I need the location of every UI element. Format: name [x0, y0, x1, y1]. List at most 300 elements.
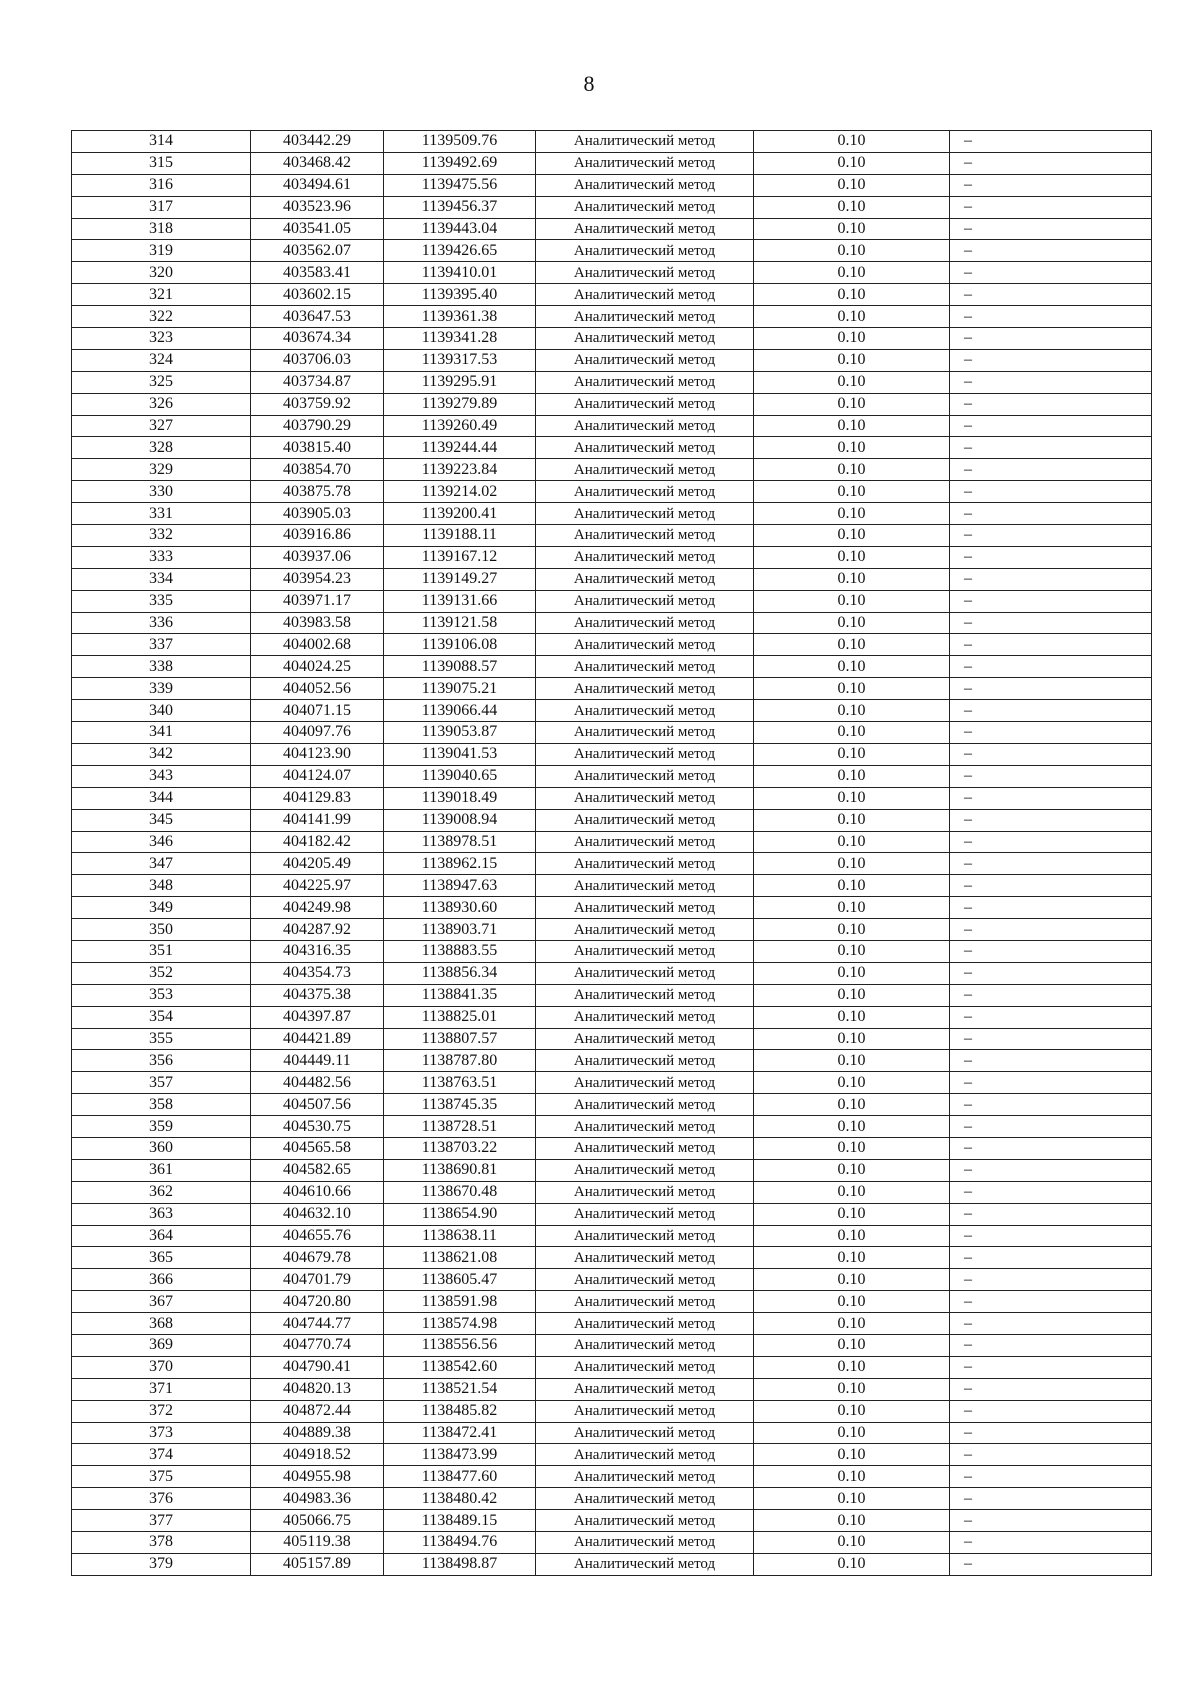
x-coordinate-cell: 404790.41 — [251, 1356, 384, 1378]
y-coordinate-cell: 1139341.28 — [384, 328, 536, 350]
y-coordinate-cell: 1138763.51 — [384, 1072, 536, 1094]
precision-cell: 0.10 — [754, 1225, 950, 1247]
y-coordinate-cell: 1138807.57 — [384, 1028, 536, 1050]
y-coordinate-cell: 1138621.08 — [384, 1247, 536, 1269]
table-row — [72, 940, 1152, 962]
y-coordinate-cell: 1139279.89 — [384, 393, 536, 415]
y-coordinate-cell: 1139443.04 — [384, 218, 536, 240]
point-number-cell: 371 — [72, 1378, 251, 1400]
note-cell: – — [950, 525, 1152, 547]
x-coordinate-cell: 404507.56 — [251, 1094, 384, 1116]
point-number-cell: 331 — [72, 503, 251, 525]
table-row — [72, 853, 1152, 875]
x-coordinate-cell: 404354.73 — [251, 962, 384, 984]
precision-cell: 0.10 — [754, 131, 950, 153]
point-number-cell: 340 — [72, 700, 251, 722]
x-coordinate-cell: 403759.92 — [251, 393, 384, 415]
method-cell: Аналитический метод — [536, 1269, 754, 1291]
method-cell: Аналитический метод — [536, 656, 754, 678]
method-cell: Аналитический метод — [536, 984, 754, 1006]
point-number-cell: 322 — [72, 306, 251, 328]
point-number-cell: 343 — [72, 765, 251, 787]
precision-cell: 0.10 — [754, 459, 950, 481]
precision-cell: 0.10 — [754, 853, 950, 875]
method-cell: Аналитический метод — [536, 459, 754, 481]
method-cell: Аналитический метод — [536, 1466, 754, 1488]
y-coordinate-cell: 1138472.41 — [384, 1422, 536, 1444]
precision-cell: 0.10 — [754, 525, 950, 547]
precision-cell: 0.10 — [754, 1269, 950, 1291]
point-number-cell: 374 — [72, 1444, 251, 1466]
y-coordinate-cell: 1139317.53 — [384, 349, 536, 371]
x-coordinate-cell: 403905.03 — [251, 503, 384, 525]
y-coordinate-cell: 1138728.51 — [384, 1116, 536, 1138]
point-number-cell: 369 — [72, 1334, 251, 1356]
table-row — [72, 919, 1152, 941]
table-row — [72, 393, 1152, 415]
point-number-cell: 367 — [72, 1291, 251, 1313]
x-coordinate-cell: 404316.35 — [251, 940, 384, 962]
table-row — [72, 1488, 1152, 1510]
table-row — [72, 503, 1152, 525]
x-coordinate-cell: 404249.98 — [251, 897, 384, 919]
note-cell: – — [950, 131, 1152, 153]
table-row — [72, 612, 1152, 634]
x-coordinate-cell: 404482.56 — [251, 1072, 384, 1094]
method-cell: Аналитический метод — [536, 415, 754, 437]
note-cell: – — [950, 1050, 1152, 1072]
precision-cell: 0.10 — [754, 1488, 950, 1510]
point-number-cell: 324 — [72, 349, 251, 371]
note-cell: – — [950, 875, 1152, 897]
table-row — [72, 196, 1152, 218]
table-row — [72, 590, 1152, 612]
x-coordinate-cell: 404002.68 — [251, 634, 384, 656]
y-coordinate-cell: 1139008.94 — [384, 809, 536, 831]
x-coordinate-cell: 403971.17 — [251, 590, 384, 612]
y-coordinate-cell: 1138489.15 — [384, 1510, 536, 1532]
note-cell: – — [950, 481, 1152, 503]
point-number-cell: 344 — [72, 787, 251, 809]
note-cell: – — [950, 919, 1152, 941]
method-cell: Аналитический метод — [536, 940, 754, 962]
precision-cell: 0.10 — [754, 831, 950, 853]
y-coordinate-cell: 1139475.56 — [384, 174, 536, 196]
method-cell: Аналитический метод — [536, 590, 754, 612]
y-coordinate-cell: 1138690.81 — [384, 1159, 536, 1181]
method-cell: Аналитический метод — [536, 678, 754, 700]
precision-cell: 0.10 — [754, 1313, 950, 1335]
x-coordinate-cell: 404287.92 — [251, 919, 384, 941]
note-cell: – — [950, 1072, 1152, 1094]
y-coordinate-cell: 1139041.53 — [384, 743, 536, 765]
method-cell: Аналитический метод — [536, 1116, 754, 1138]
note-cell: – — [950, 940, 1152, 962]
table-row — [72, 131, 1152, 153]
note-cell: – — [950, 656, 1152, 678]
y-coordinate-cell: 1138787.80 — [384, 1050, 536, 1072]
table-row — [72, 743, 1152, 765]
note-cell: – — [950, 196, 1152, 218]
note-cell: – — [950, 328, 1152, 350]
precision-cell: 0.10 — [754, 1444, 950, 1466]
y-coordinate-cell: 1139066.44 — [384, 700, 536, 722]
table-row — [72, 328, 1152, 350]
note-cell: – — [950, 371, 1152, 393]
precision-cell: 0.10 — [754, 1553, 950, 1575]
x-coordinate-cell: 404024.25 — [251, 656, 384, 678]
method-cell: Аналитический метод — [536, 262, 754, 284]
y-coordinate-cell: 1138903.71 — [384, 919, 536, 941]
y-coordinate-cell: 1138494.76 — [384, 1532, 536, 1554]
note-cell: – — [950, 743, 1152, 765]
point-number-cell: 359 — [72, 1116, 251, 1138]
note-cell: – — [950, 284, 1152, 306]
x-coordinate-cell: 403790.29 — [251, 415, 384, 437]
point-number-cell: 370 — [72, 1356, 251, 1378]
coordinates-table-body — [72, 131, 1152, 1576]
x-coordinate-cell: 404632.10 — [251, 1203, 384, 1225]
precision-cell: 0.10 — [754, 546, 950, 568]
point-number-cell: 348 — [72, 875, 251, 897]
point-number-cell: 335 — [72, 590, 251, 612]
note-cell: – — [950, 765, 1152, 787]
y-coordinate-cell: 1138825.01 — [384, 1006, 536, 1028]
x-coordinate-cell: 404530.75 — [251, 1116, 384, 1138]
y-coordinate-cell: 1139492.69 — [384, 152, 536, 174]
point-number-cell: 328 — [72, 437, 251, 459]
y-coordinate-cell: 1138542.60 — [384, 1356, 536, 1378]
precision-cell: 0.10 — [754, 1116, 950, 1138]
x-coordinate-cell: 404129.83 — [251, 787, 384, 809]
note-cell: – — [950, 262, 1152, 284]
note-cell: – — [950, 174, 1152, 196]
x-coordinate-cell: 404701.79 — [251, 1269, 384, 1291]
table-row — [72, 634, 1152, 656]
method-cell: Аналитический метод — [536, 218, 754, 240]
method-cell: Аналитический метод — [536, 152, 754, 174]
precision-cell: 0.10 — [754, 1466, 950, 1488]
table-row — [72, 1094, 1152, 1116]
precision-cell: 0.10 — [754, 765, 950, 787]
precision-cell: 0.10 — [754, 1400, 950, 1422]
method-cell: Аналитический метод — [536, 1378, 754, 1400]
precision-cell: 0.10 — [754, 1291, 950, 1313]
precision-cell: 0.10 — [754, 415, 950, 437]
y-coordinate-cell: 1138521.54 — [384, 1378, 536, 1400]
table-row — [72, 678, 1152, 700]
x-coordinate-cell: 404720.80 — [251, 1291, 384, 1313]
precision-cell: 0.10 — [754, 919, 950, 941]
table-row — [72, 568, 1152, 590]
method-cell: Аналитический метод — [536, 1488, 754, 1510]
y-coordinate-cell: 1138654.90 — [384, 1203, 536, 1225]
y-coordinate-cell: 1138962.15 — [384, 853, 536, 875]
table-row — [72, 962, 1152, 984]
note-cell: – — [950, 700, 1152, 722]
x-coordinate-cell: 403983.58 — [251, 612, 384, 634]
note-cell: – — [950, 1334, 1152, 1356]
note-cell: – — [950, 634, 1152, 656]
x-coordinate-cell: 403706.03 — [251, 349, 384, 371]
x-coordinate-cell: 403523.96 — [251, 196, 384, 218]
point-number-cell: 353 — [72, 984, 251, 1006]
table-row — [72, 546, 1152, 568]
method-cell: Аналитический метод — [536, 349, 754, 371]
note-cell: – — [950, 459, 1152, 481]
note-cell: – — [950, 1510, 1152, 1532]
precision-cell: 0.10 — [754, 1247, 950, 1269]
method-cell: Аналитический метод — [536, 787, 754, 809]
y-coordinate-cell: 1138670.48 — [384, 1181, 536, 1203]
y-coordinate-cell: 1139509.76 — [384, 131, 536, 153]
x-coordinate-cell: 404205.49 — [251, 853, 384, 875]
method-cell: Аналитический метод — [536, 525, 754, 547]
method-cell: Аналитический метод — [536, 1159, 754, 1181]
y-coordinate-cell: 1138480.42 — [384, 1488, 536, 1510]
y-coordinate-cell: 1139131.66 — [384, 590, 536, 612]
point-number-cell: 368 — [72, 1313, 251, 1335]
x-coordinate-cell: 405157.89 — [251, 1553, 384, 1575]
point-number-cell: 361 — [72, 1159, 251, 1181]
note-cell: – — [950, 1159, 1152, 1181]
point-number-cell: 357 — [72, 1072, 251, 1094]
method-cell: Аналитический метод — [536, 1181, 754, 1203]
x-coordinate-cell: 404071.15 — [251, 700, 384, 722]
x-coordinate-cell: 404610.66 — [251, 1181, 384, 1203]
method-cell: Аналитический метод — [536, 371, 754, 393]
y-coordinate-cell: 1139149.27 — [384, 568, 536, 590]
note-cell: – — [950, 1356, 1152, 1378]
method-cell: Аналитический метод — [536, 700, 754, 722]
method-cell: Аналитический метод — [536, 743, 754, 765]
note-cell: – — [950, 612, 1152, 634]
x-coordinate-cell: 404655.76 — [251, 1225, 384, 1247]
table-row — [72, 262, 1152, 284]
y-coordinate-cell: 1139426.65 — [384, 240, 536, 262]
x-coordinate-cell: 404182.42 — [251, 831, 384, 853]
point-number-cell: 365 — [72, 1247, 251, 1269]
table-row — [72, 1356, 1152, 1378]
method-cell: Аналитический метод — [536, 328, 754, 350]
precision-cell: 0.10 — [754, 218, 950, 240]
method-cell: Аналитический метод — [536, 831, 754, 853]
note-cell: – — [950, 1400, 1152, 1422]
x-coordinate-cell: 403954.23 — [251, 568, 384, 590]
note-cell: – — [950, 503, 1152, 525]
precision-cell: 0.10 — [754, 1334, 950, 1356]
point-number-cell: 326 — [72, 393, 251, 415]
method-cell: Аналитический метод — [536, 546, 754, 568]
y-coordinate-cell: 1139223.84 — [384, 459, 536, 481]
note-cell: – — [950, 1137, 1152, 1159]
x-coordinate-cell: 403674.34 — [251, 328, 384, 350]
method-cell: Аналитический метод — [536, 612, 754, 634]
note-cell: – — [950, 1094, 1152, 1116]
point-number-cell: 351 — [72, 940, 251, 962]
note-cell: – — [950, 1553, 1152, 1575]
precision-cell: 0.10 — [754, 1378, 950, 1400]
table-row — [72, 240, 1152, 262]
point-number-cell: 358 — [72, 1094, 251, 1116]
precision-cell: 0.10 — [754, 1028, 950, 1050]
point-number-cell: 337 — [72, 634, 251, 656]
table-row — [72, 831, 1152, 853]
y-coordinate-cell: 1139040.65 — [384, 765, 536, 787]
note-cell: – — [950, 1203, 1152, 1225]
table-row — [72, 349, 1152, 371]
y-coordinate-cell: 1138591.98 — [384, 1291, 536, 1313]
x-coordinate-cell: 404872.44 — [251, 1400, 384, 1422]
precision-cell: 0.10 — [754, 590, 950, 612]
table-row — [72, 371, 1152, 393]
y-coordinate-cell: 1139395.40 — [384, 284, 536, 306]
table-row — [72, 809, 1152, 831]
point-number-cell: 342 — [72, 743, 251, 765]
y-coordinate-cell: 1138485.82 — [384, 1400, 536, 1422]
table-row — [72, 787, 1152, 809]
point-number-cell: 372 — [72, 1400, 251, 1422]
point-number-cell: 341 — [72, 722, 251, 744]
precision-cell: 0.10 — [754, 1159, 950, 1181]
method-cell: Аналитический метод — [536, 240, 754, 262]
precision-cell: 0.10 — [754, 656, 950, 678]
precision-cell: 0.10 — [754, 634, 950, 656]
precision-cell: 0.10 — [754, 306, 950, 328]
note-cell: – — [950, 590, 1152, 612]
table-row — [72, 765, 1152, 787]
precision-cell: 0.10 — [754, 962, 950, 984]
point-number-cell: 350 — [72, 919, 251, 941]
point-number-cell: 376 — [72, 1488, 251, 1510]
note-cell: – — [950, 897, 1152, 919]
table-row — [72, 1072, 1152, 1094]
point-number-cell: 327 — [72, 415, 251, 437]
y-coordinate-cell: 1139053.87 — [384, 722, 536, 744]
table-row — [72, 700, 1152, 722]
table-row — [72, 459, 1152, 481]
table-row — [72, 152, 1152, 174]
precision-cell: 0.10 — [754, 503, 950, 525]
method-cell: Аналитический метод — [536, 481, 754, 503]
y-coordinate-cell: 1138930.60 — [384, 897, 536, 919]
point-number-cell: 315 — [72, 152, 251, 174]
point-number-cell: 347 — [72, 853, 251, 875]
table-row — [72, 415, 1152, 437]
point-number-cell: 345 — [72, 809, 251, 831]
y-coordinate-cell: 1138703.22 — [384, 1137, 536, 1159]
y-coordinate-cell: 1138947.63 — [384, 875, 536, 897]
note-cell: – — [950, 1181, 1152, 1203]
x-coordinate-cell: 404565.58 — [251, 1137, 384, 1159]
table-row — [72, 1334, 1152, 1356]
method-cell: Аналитический метод — [536, 306, 754, 328]
y-coordinate-cell: 1139188.11 — [384, 525, 536, 547]
table-row — [72, 1466, 1152, 1488]
method-cell: Аналитический метод — [536, 1225, 754, 1247]
point-number-cell: 332 — [72, 525, 251, 547]
y-coordinate-cell: 1138498.87 — [384, 1553, 536, 1575]
y-coordinate-cell: 1139167.12 — [384, 546, 536, 568]
method-cell: Аналитический метод — [536, 131, 754, 153]
table-row — [72, 306, 1152, 328]
x-coordinate-cell: 404123.90 — [251, 743, 384, 765]
method-cell: Аналитический метод — [536, 284, 754, 306]
note-cell: – — [950, 349, 1152, 371]
note-cell: – — [950, 1291, 1152, 1313]
precision-cell: 0.10 — [754, 196, 950, 218]
note-cell: – — [950, 831, 1152, 853]
point-number-cell: 379 — [72, 1553, 251, 1575]
y-coordinate-cell: 1139244.44 — [384, 437, 536, 459]
x-coordinate-cell: 404955.98 — [251, 1466, 384, 1488]
x-coordinate-cell: 404124.07 — [251, 765, 384, 787]
table-row — [72, 174, 1152, 196]
precision-cell: 0.10 — [754, 284, 950, 306]
note-cell: – — [950, 568, 1152, 590]
point-number-cell: 338 — [72, 656, 251, 678]
table-row — [72, 284, 1152, 306]
method-cell: Аналитический метод — [536, 962, 754, 984]
precision-cell: 0.10 — [754, 1203, 950, 1225]
y-coordinate-cell: 1139106.08 — [384, 634, 536, 656]
precision-cell: 0.10 — [754, 875, 950, 897]
y-coordinate-cell: 1139075.21 — [384, 678, 536, 700]
precision-cell: 0.10 — [754, 1532, 950, 1554]
x-coordinate-cell: 403602.15 — [251, 284, 384, 306]
y-coordinate-cell: 1139410.01 — [384, 262, 536, 284]
method-cell: Аналитический метод — [536, 1510, 754, 1532]
x-coordinate-cell: 403937.06 — [251, 546, 384, 568]
precision-cell: 0.10 — [754, 1072, 950, 1094]
y-coordinate-cell: 1139295.91 — [384, 371, 536, 393]
method-cell: Аналитический метод — [536, 1422, 754, 1444]
point-number-cell: 320 — [72, 262, 251, 284]
precision-cell: 0.10 — [754, 481, 950, 503]
x-coordinate-cell: 404225.97 — [251, 875, 384, 897]
table-row — [72, 1269, 1152, 1291]
note-cell: – — [950, 415, 1152, 437]
method-cell: Аналитический метод — [536, 1553, 754, 1575]
y-coordinate-cell: 1138978.51 — [384, 831, 536, 853]
point-number-cell: 375 — [72, 1466, 251, 1488]
y-coordinate-cell: 1138605.47 — [384, 1269, 536, 1291]
point-number-cell: 363 — [72, 1203, 251, 1225]
table-row — [72, 1444, 1152, 1466]
method-cell: Аналитический метод — [536, 1137, 754, 1159]
method-cell: Аналитический метод — [536, 1313, 754, 1335]
method-cell: Аналитический метод — [536, 634, 754, 656]
precision-cell: 0.10 — [754, 1510, 950, 1532]
x-coordinate-cell: 405066.75 — [251, 1510, 384, 1532]
precision-cell: 0.10 — [754, 1356, 950, 1378]
method-cell: Аналитический метод — [536, 1400, 754, 1422]
y-coordinate-cell: 1138638.11 — [384, 1225, 536, 1247]
point-number-cell: 330 — [72, 481, 251, 503]
point-number-cell: 317 — [72, 196, 251, 218]
x-coordinate-cell: 404052.56 — [251, 678, 384, 700]
note-cell: – — [950, 1247, 1152, 1269]
method-cell: Аналитический метод — [536, 1247, 754, 1269]
note-cell: – — [950, 1028, 1152, 1050]
y-coordinate-cell: 1138477.60 — [384, 1466, 536, 1488]
table-row — [72, 984, 1152, 1006]
precision-cell: 0.10 — [754, 678, 950, 700]
method-cell: Аналитический метод — [536, 1006, 754, 1028]
y-coordinate-cell: 1138556.56 — [384, 1334, 536, 1356]
point-number-cell: 352 — [72, 962, 251, 984]
x-coordinate-cell: 403734.87 — [251, 371, 384, 393]
